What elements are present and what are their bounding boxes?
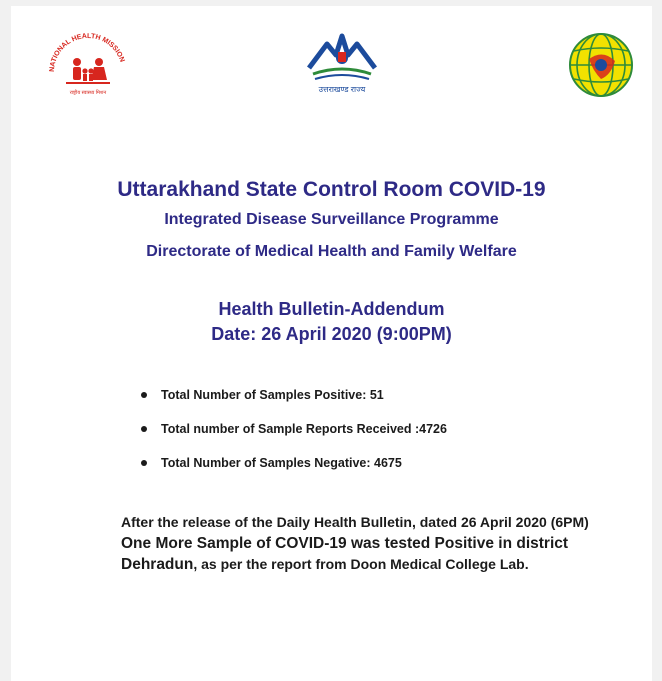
- bullet-icon: [141, 426, 147, 432]
- stat-received: Total number of Sample Reports Received :4726: [161, 422, 447, 436]
- list-item: [141, 386, 447, 420]
- stat-negative: Total Number of Samples Negative: 4675: [161, 456, 402, 470]
- bullet-icon: [141, 460, 147, 466]
- bulletin-date: Date: 26 April 2020 (9:00PM): [211, 324, 452, 344]
- bulletin-page: [11, 6, 652, 681]
- nhm-ring-text: NATIONAL HEALTH MISSION: [48, 32, 126, 73]
- uttarakhand-emblem-logo: [303, 28, 381, 96]
- bulletin-heading: Health Bulletin-Addendum: [218, 299, 445, 319]
- stats-list: [141, 386, 447, 488]
- national-health-mission-logo: [44, 28, 132, 100]
- note-intro: After the release of the Daily Health Bulletin, dated 26 April 2020 (6PM): [121, 514, 589, 530]
- list-item: [141, 420, 447, 454]
- programme-subtitle: Integrated Disease Surveillance Programme: [164, 211, 499, 228]
- note-source: , as per the report from Doon Medical College Lab.: [193, 556, 529, 572]
- directorate-subtitle: Directorate of Medical Health and Family Welfare: [146, 243, 517, 260]
- page-title: Uttarakhand State Control Room COVID-19: [117, 178, 546, 201]
- list-item: [141, 454, 447, 488]
- note-district: Dehradun: [121, 556, 194, 573]
- note-positive: One More Sample of COVID-19 was tested Positive: [121, 535, 494, 552]
- svg-text:NATIONAL HEALTH MISSION: [49, 33, 125, 72]
- stat-positive: Total Number of Samples Positive: 51: [161, 388, 384, 402]
- note-district-label: in district: [493, 535, 569, 552]
- addendum-note: [121, 512, 601, 575]
- nhm-caption: राष्ट्रीय स्वास्थ्य मिशन: [69, 90, 107, 96]
- bullet-icon: [141, 392, 147, 398]
- globe-logo: [567, 31, 635, 99]
- uttarakhand-caption: उत्तराखण्ड राज्य: [318, 85, 366, 94]
